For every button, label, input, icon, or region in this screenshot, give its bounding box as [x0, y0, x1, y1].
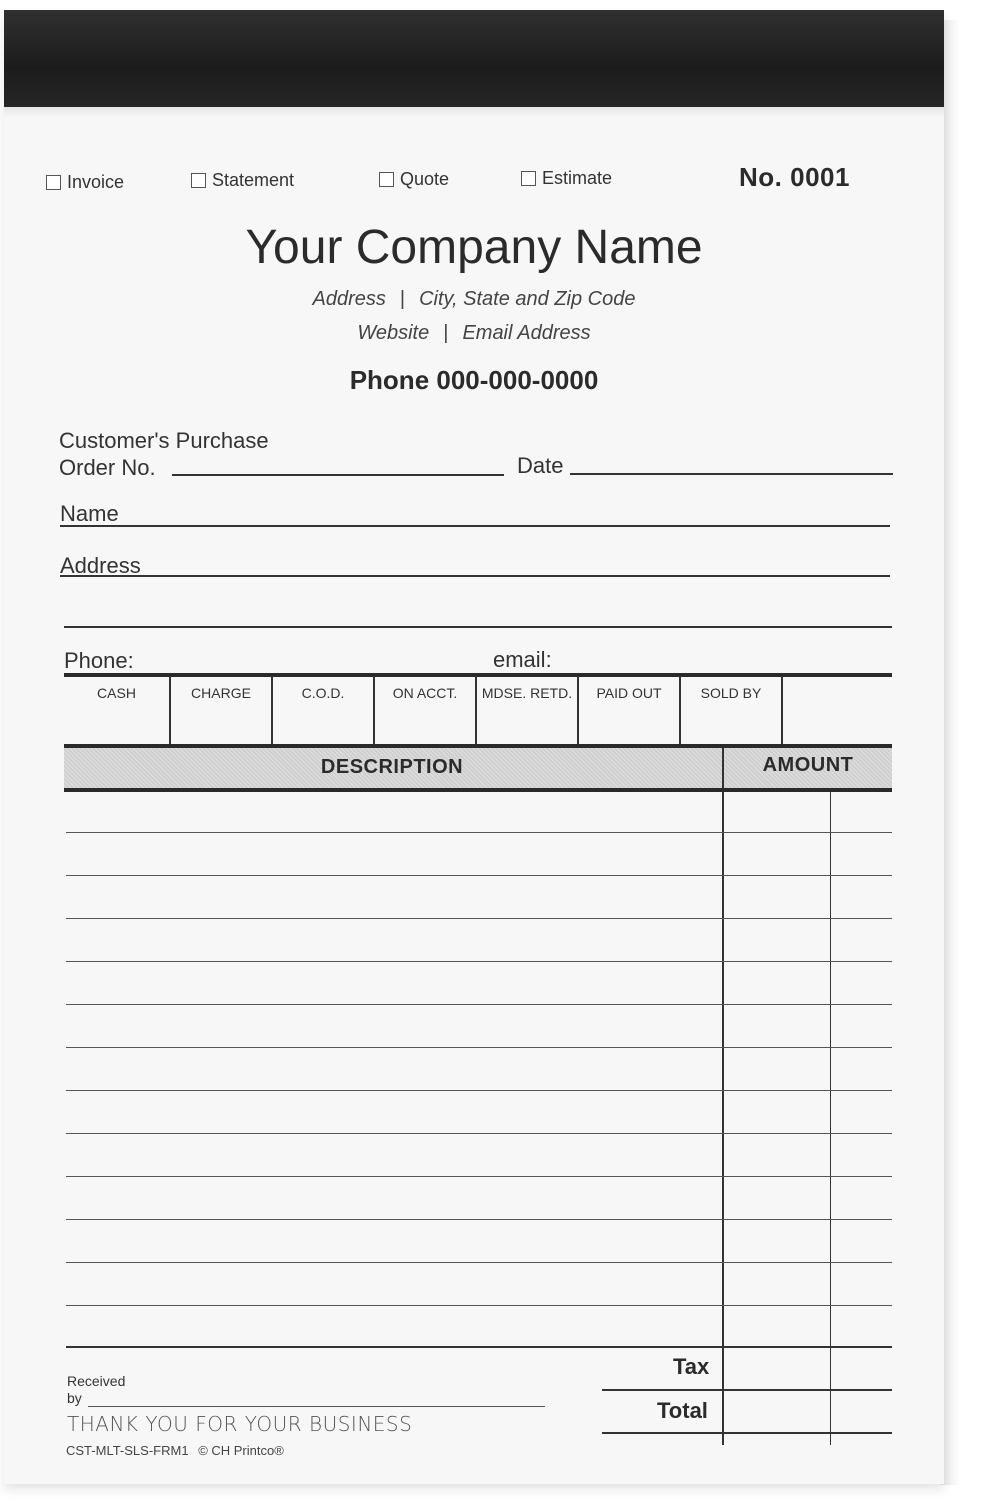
payment-charge[interactable]: CHARGE	[191, 685, 251, 701]
thank-you-message: THANK YOU FOR YOUR BUSINESS	[67, 1412, 413, 1436]
item-row-line	[66, 1133, 892, 1134]
date-label: Date	[517, 453, 564, 478]
item-row-line	[66, 832, 892, 833]
item-row-line	[66, 1176, 892, 1177]
total-label: Total	[657, 1398, 708, 1423]
checkbox-estimate-label: Estimate	[542, 168, 613, 188]
payment-cod[interactable]: C.O.D.	[301, 685, 345, 701]
checkbox-invoice-label: Invoice	[67, 172, 125, 192]
description-header: DESCRIPTION	[320, 756, 464, 778]
pad-binding-strip	[4, 10, 944, 107]
name-label: Name	[60, 501, 119, 526]
item-row-line	[66, 1305, 892, 1306]
item-row-line	[66, 1090, 892, 1091]
phone-label: Phone:	[64, 648, 134, 673]
checkbox-statement-label: Statement	[212, 170, 295, 190]
separator: |	[443, 322, 449, 344]
invoice-pad	[4, 10, 944, 1484]
company-phone: Phone 000-000-0000	[349, 365, 599, 395]
purchase-order-label-1: Customer's Purchase	[59, 428, 269, 453]
item-row-line	[66, 961, 892, 962]
payment-sold-by[interactable]: SOLD BY	[700, 685, 762, 701]
item-row-line	[66, 1262, 892, 1263]
company-address: Address	[312, 288, 386, 310]
copyright: © CH Printco®	[198, 1443, 284, 1458]
date-field[interactable]	[570, 473, 893, 475]
checkbox-square[interactable]	[379, 172, 394, 187]
checkbox-statement[interactable]	[191, 170, 294, 191]
checkbox-quote-label: Quote	[400, 169, 450, 189]
checkbox-invoice[interactable]	[46, 172, 124, 193]
received-by-label-1: Received	[67, 1373, 126, 1389]
received-by-label-2: by	[67, 1390, 82, 1406]
item-row-line	[66, 875, 892, 876]
payment-cash[interactable]: CASH	[97, 685, 136, 701]
address-field-line-2[interactable]	[64, 626, 892, 628]
address-field[interactable]	[60, 575, 890, 577]
company-city-state-zip: City, State and Zip Code	[419, 288, 636, 310]
payment-merchandise-returned[interactable]: MDSE. RETD.	[481, 685, 573, 701]
cell-divider	[781, 676, 783, 746]
amount-column-divider	[722, 748, 724, 1445]
tax-label: Tax	[673, 1354, 710, 1379]
checkbox-square[interactable]	[191, 173, 206, 188]
item-row-line	[66, 918, 892, 919]
payment-options-row	[64, 676, 884, 746]
item-row-line	[66, 1047, 892, 1048]
payment-paid-out[interactable]: PAID OUT	[596, 685, 662, 701]
checkbox-quote[interactable]	[379, 169, 449, 190]
company-web-line	[4, 322, 944, 345]
total-line[interactable]	[602, 1432, 892, 1434]
amount-header: AMOUNT	[762, 754, 854, 776]
footer-line	[66, 1443, 284, 1458]
company-email: Email Address	[462, 322, 591, 344]
divider-under-header	[64, 788, 892, 792]
company-website: Website	[357, 322, 430, 344]
document-number: No. 0001	[739, 162, 850, 192]
binding-edge	[4, 107, 944, 117]
tax-line[interactable]	[602, 1389, 892, 1391]
received-by-field[interactable]	[88, 1406, 545, 1407]
company-name: Your Company Name	[245, 221, 703, 274]
purchase-order-field[interactable]	[172, 474, 504, 476]
checkbox-square[interactable]	[46, 175, 61, 190]
item-row-line	[66, 1004, 892, 1005]
table-header	[64, 748, 892, 790]
company-address-line	[4, 288, 944, 311]
address-label: Address	[60, 553, 141, 578]
purchase-order-label-2: Order No.	[59, 455, 156, 480]
payment-on-account[interactable]: ON ACCT.	[392, 685, 458, 701]
name-field[interactable]	[60, 525, 890, 527]
checkbox-estimate[interactable]	[521, 168, 612, 189]
items-bottom-line	[66, 1346, 892, 1348]
item-row-line	[66, 1219, 892, 1220]
form-code: CST-MLT-SLS-FRM1	[66, 1443, 189, 1458]
checkbox-square[interactable]	[521, 171, 536, 186]
separator: |	[399, 288, 406, 310]
email-label: email:	[493, 647, 552, 672]
